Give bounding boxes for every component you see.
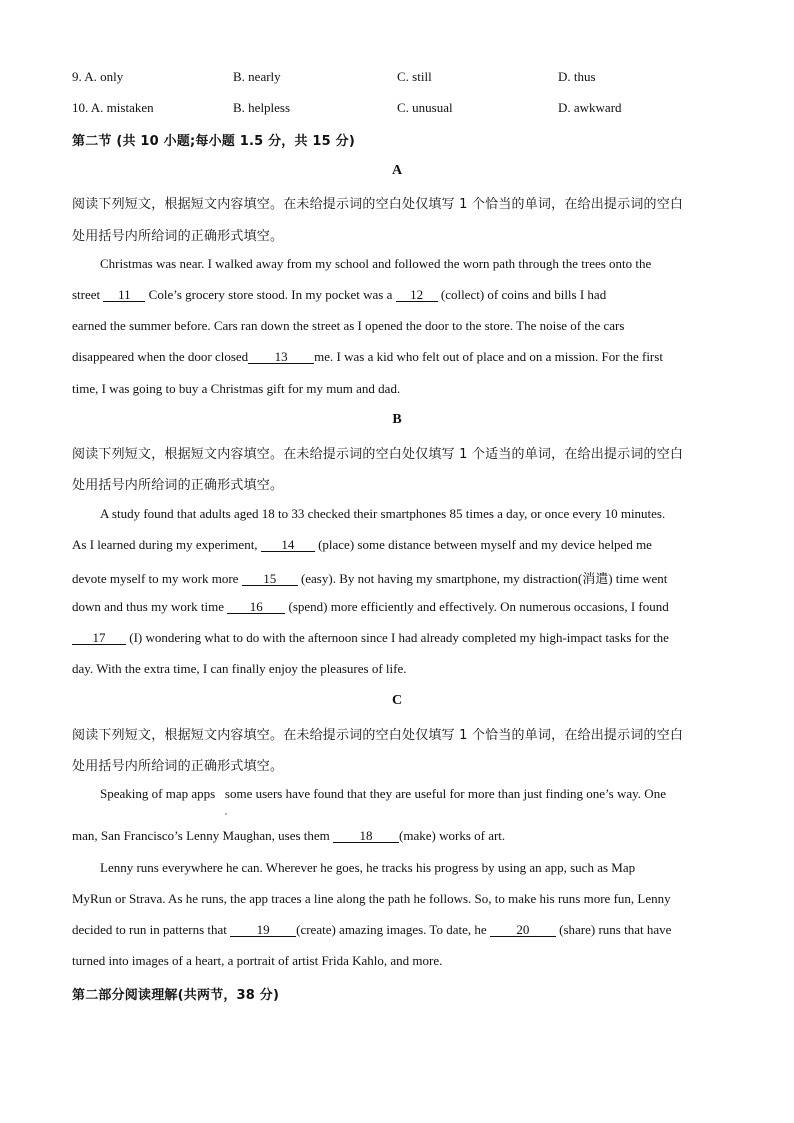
blank-14[interactable]: 14 bbox=[261, 538, 315, 552]
passage-a-line-3: earned the summer before. Cars ran down the street as I opened the door to the store. The noise of the cars bbox=[72, 318, 625, 333]
part-2-title: 第二部分阅读理解(共两节，38 分) bbox=[72, 988, 280, 1003]
blank-18[interactable]: 18 bbox=[333, 829, 399, 843]
text-segment: some users have found that they are useful for more than just finding one’s way. One bbox=[224, 786, 666, 801]
passage-c-instruction-1: 阅读下列短文，根据短文内容填空。在未给提示词的空白处仅填写 1 个恰当的单词，在给出提示词的空白 bbox=[72, 728, 684, 743]
text-segment: Cole’s grocery store stood. In my pocket was a bbox=[145, 287, 396, 302]
text-segment: disappeared when the door closed bbox=[72, 349, 249, 364]
passage-b-line-5 bbox=[72, 630, 722, 646]
passage-a-instruction-2: 处用括号内所给词的正确形式填空。 bbox=[72, 229, 284, 244]
option-9-b: B. nearly bbox=[233, 69, 281, 84]
text-segment: man, San Francisco’s Lenny Maughan, uses them bbox=[72, 828, 334, 843]
question-10-options bbox=[72, 100, 722, 118]
option-10-c: C. unusual bbox=[397, 100, 453, 115]
passage-a-line-5: time, I was going to buy a Christmas gift for my mum and dad. bbox=[72, 381, 401, 396]
text-segment: (place) some distance between myself and my device helped me bbox=[314, 537, 652, 552]
blank-12[interactable]: 12 bbox=[396, 288, 438, 302]
text-segment: As I learned during my experiment, bbox=[72, 537, 261, 552]
blank-16[interactable]: 16 bbox=[227, 600, 285, 614]
option-10-d: D. awkward bbox=[558, 100, 622, 115]
text-segment: Speaking of map apps bbox=[100, 786, 216, 801]
blank-19[interactable]: 19 bbox=[230, 923, 296, 937]
option-9-d: D. thus bbox=[558, 69, 596, 84]
text-segment: (I) wondering what to do with the afternoon since I had already completed my high-impact tasks for the bbox=[126, 630, 669, 645]
option-10-b: B. helpless bbox=[233, 100, 291, 115]
passage-c-line-2 bbox=[72, 828, 722, 844]
blank-20[interactable]: 20 bbox=[490, 923, 556, 937]
stray-comma-mark: , bbox=[225, 807, 227, 816]
passage-c-line-4: MyRun or Strava. As he runs, the app traces a line along the path he follows. So, to make his runs more fun, Lenny bbox=[72, 891, 671, 906]
passage-b-instruction-2: 处用括号内所给词的正确形式填空。 bbox=[72, 478, 284, 493]
blank-13[interactable]: 13 bbox=[248, 350, 314, 364]
text-segment: (easy). By not having my smartphone, my distraction(消遣) time went bbox=[297, 571, 668, 586]
blank-11[interactable]: 11 bbox=[103, 288, 145, 302]
option-9-c: C. still bbox=[397, 69, 432, 84]
passage-b-line-4 bbox=[72, 599, 722, 615]
passage-b-instruction-1: 阅读下列短文，根据短文内容填空。在未给提示词的空白处仅填写 1 个适当的单词，在给出提示词的空白 bbox=[72, 447, 684, 462]
option-10-a: 10. A. mistaken bbox=[72, 100, 154, 115]
blank-15[interactable]: 15 bbox=[242, 572, 298, 586]
text-segment: me. I was a kid who felt out of place and on a mission. For the first bbox=[314, 349, 663, 364]
passage-a-instruction-1: 阅读下列短文，根据短文内容填空。在未给提示词的空白处仅填写 1 个恰当的单词，在给出提示词的空白 bbox=[72, 197, 684, 212]
text-segment: (collect) of coins and bills I had bbox=[437, 287, 607, 302]
option-9-a: 9. A. only bbox=[72, 69, 124, 84]
passage-b-letter: B bbox=[392, 412, 402, 427]
text-segment: down and thus my work time bbox=[72, 599, 228, 614]
blank-17[interactable]: 17 bbox=[72, 631, 126, 645]
passage-a-line-4 bbox=[72, 349, 722, 365]
passage-a-letter: A bbox=[391, 163, 403, 178]
passage-c-line-1 bbox=[100, 786, 722, 802]
section-2-title: 第二节 (共 10 小题;每小题 1.5 分，共 15 分) bbox=[72, 134, 355, 149]
passage-c-instruction-2: 处用括号内所给词的正确形式填空。 bbox=[72, 759, 284, 774]
passage-c-letter: C bbox=[391, 693, 403, 708]
text-segment: devote myself to my work more bbox=[72, 571, 242, 586]
passage-b-line-3 bbox=[72, 568, 722, 587]
passage-b-line-1: A study found that adults aged 18 to 33 checked their smartphones 85 times a day, or once every 10 minutes. bbox=[100, 506, 666, 521]
passage-c-line-5 bbox=[72, 922, 722, 938]
question-9-options bbox=[72, 69, 722, 87]
passage-a-line-2 bbox=[72, 287, 722, 303]
text-segment: (spend) more efficiently and effectively. On numerous occasions, I found bbox=[285, 599, 669, 614]
text-segment: street bbox=[72, 287, 104, 302]
passage-a-line-1: Christmas was near. I walked away from my school and followed the worn path through the trees onto the bbox=[100, 256, 652, 271]
passage-b-line-6: day. With the extra time, I can finally enjoy the pleasures of life. bbox=[72, 661, 407, 676]
text-segment: decided to run in patterns that bbox=[72, 922, 231, 937]
passage-c-line-3: Lenny runs everywhere he can. Wherever he goes, he tracks his progress by using an app, such as Map bbox=[100, 860, 636, 875]
passage-c-line-6: turned into images of a heart, a portrait of artist Frida Kahlo, and more. bbox=[72, 953, 443, 968]
passage-b-line-2 bbox=[72, 537, 722, 553]
text-segment: (make) works of art. bbox=[399, 828, 506, 843]
text-segment: (share) runs that have bbox=[555, 922, 672, 937]
text-segment: (create) amazing images. To date, he bbox=[296, 922, 490, 937]
